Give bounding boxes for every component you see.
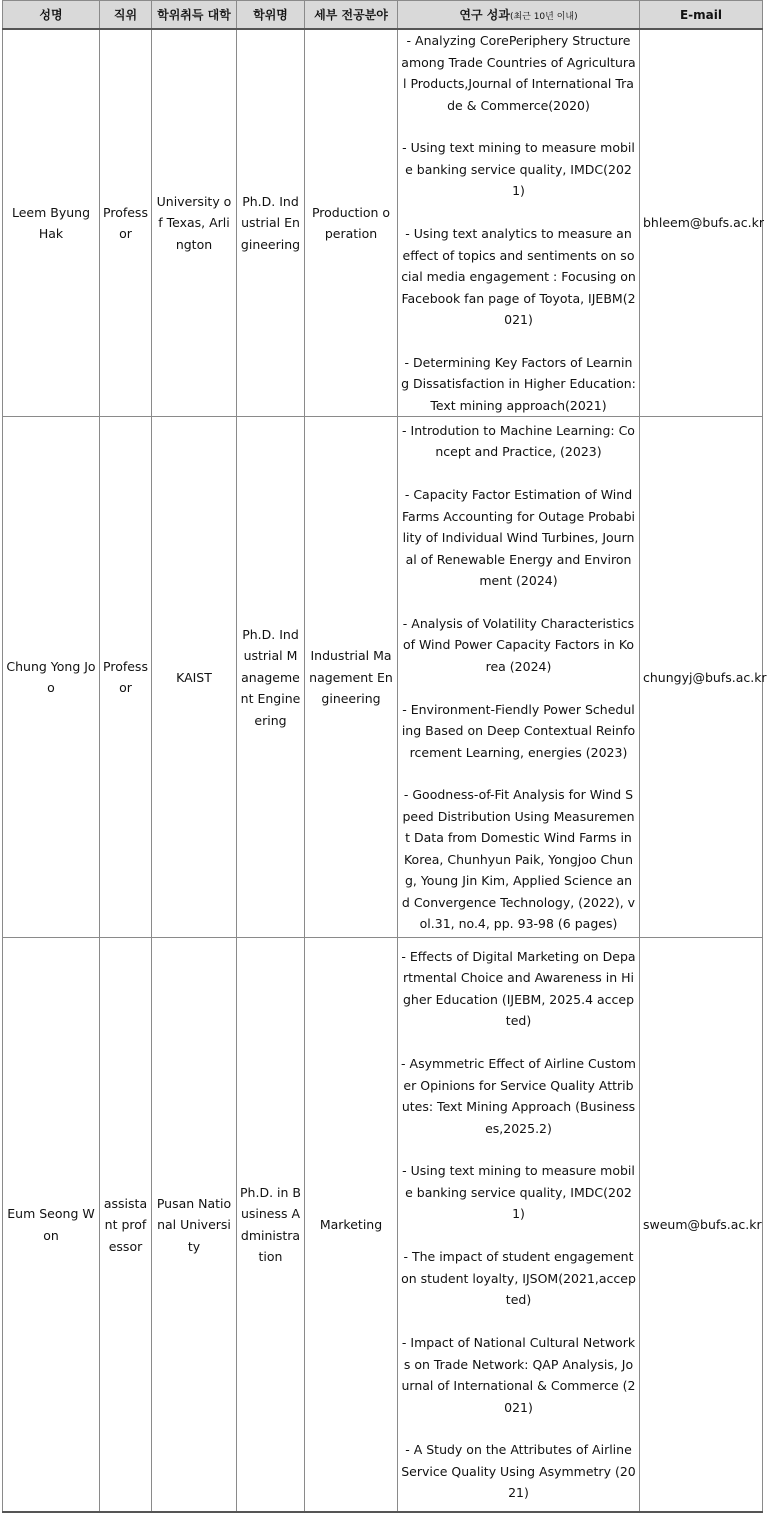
header-research [398,1,640,30]
faculty-university: University of Texas, Arlington [152,29,237,417]
research-item: - Using text mining to measure mobile banking service quality, IMDC(2021) [402,1163,635,1222]
research-list [398,938,640,1513]
table-row [3,938,763,1513]
header-name: 성명 [3,1,100,30]
header-row [3,1,763,30]
header-research-label: 연구 성과 [459,8,510,22]
research-item: - Environment-Fiendly Power Scheduling Based on Deep Contextual Reinforcement Learning, energies (2023) [401,701,636,760]
faculty-university: Pusan National University [152,938,237,1513]
research-item: - Goodness-of-Fit Analysis for Wind Speed Distribution Using Measurement Data from Domestic Wind Farms in Korea, Chunhyun Paik, Yongjoo Chung, Young Jin Kim, Applied Science and Convergence Technology, (2022), vol.31, no.4, pp. 93-98 (6 pages) [401,787,636,932]
research-item: - Effects of Digital Marketing on Departmental Choice and Awareness in Higher Education (IJEBM, 2025.4 accepted) [401,948,636,1029]
research-item: - Using text mining to measure mobile banking service quality, IMDC(2021) [402,140,635,199]
research-list [398,417,640,938]
research-item: - Impact of National Cultural Networks on Trade Network: QAP Analysis, Journal of International & Commerce (2021) [401,1335,636,1415]
faculty-name: Chung Yong Joo [3,417,100,938]
research-item: - Introdution to Machine Learning: Concept and Practice, (2023) [402,422,635,460]
faculty-degree: Ph.D. Industrial Engineering [237,29,305,417]
research-item: - Analyzing CorePeriphery Structure among Trade Countries of Agricultural Products,Journal of International Trade & Commerce(2020) [401,33,636,113]
header-email: E-mail [640,1,763,30]
research-item: - Determining Key Factors of Learning Dissatisfaction in Higher Education: Text mining approach(2021) [401,354,636,413]
faculty-position: assistant professor [100,938,152,1513]
faculty-field: Production operation [305,29,398,417]
faculty-degree: Ph.D. Industrial Management Engineering [237,417,305,938]
research-item: - A Study on the Attributes of Airline Service Quality Using Asymmetry (2021) [401,1442,636,1501]
research-item: - Asymmetric Effect of Airline Customer Opinions for Service Quality Attributes: Text Mining Approach (Businesses,2025.2) [401,1056,636,1136]
research-list [398,29,640,417]
faculty-email: bhleem@bufs.ac.kr [640,29,763,417]
faculty-table [2,0,767,1513]
faculty-name: Eum Seong Won [3,938,100,1513]
research-item: - Using text analytics to measure an effect of topics and sentiments on social media engagement : Focusing on Facebook fan page of Toyota, IJEBM(2021) [401,226,636,328]
faculty-field: Marketing [305,938,398,1513]
header-field: 세부 전공분야 [305,1,398,30]
table-row [3,417,763,938]
faculty-email: chungyj@bufs.ac.kr [640,417,763,938]
faculty-field: Industrial Management Engineering [305,417,398,938]
faculty-university: KAIST [152,417,237,938]
header-university: 학위취득 대학 [152,1,237,30]
header-degree: 학위명 [237,1,305,30]
faculty-email: sweum@bufs.ac.kr [640,938,763,1513]
research-item: - The impact of student engagement on student loyalty, IJSOM(2021,accepted) [401,1249,636,1308]
research-item: - Analysis of Volatility Characteristics of Wind Power Capacity Factors in Korea (2024) [402,615,635,674]
research-item: - Capacity Factor Estimation of Wind Farms Accounting for Outage Probability of Individual Wind Turbines, Journal of Renewable Energy and Environment (2024) [402,487,635,589]
faculty-name: Leem Byung Hak [3,29,100,417]
faculty-position: Professor [100,29,152,417]
header-position: 직위 [100,1,152,30]
faculty-degree: Ph.D. in Business Administration [237,938,305,1513]
table-row [3,29,763,417]
header-research-note: (최근 10년 이내) [509,12,578,22]
faculty-position: Professor [100,417,152,938]
